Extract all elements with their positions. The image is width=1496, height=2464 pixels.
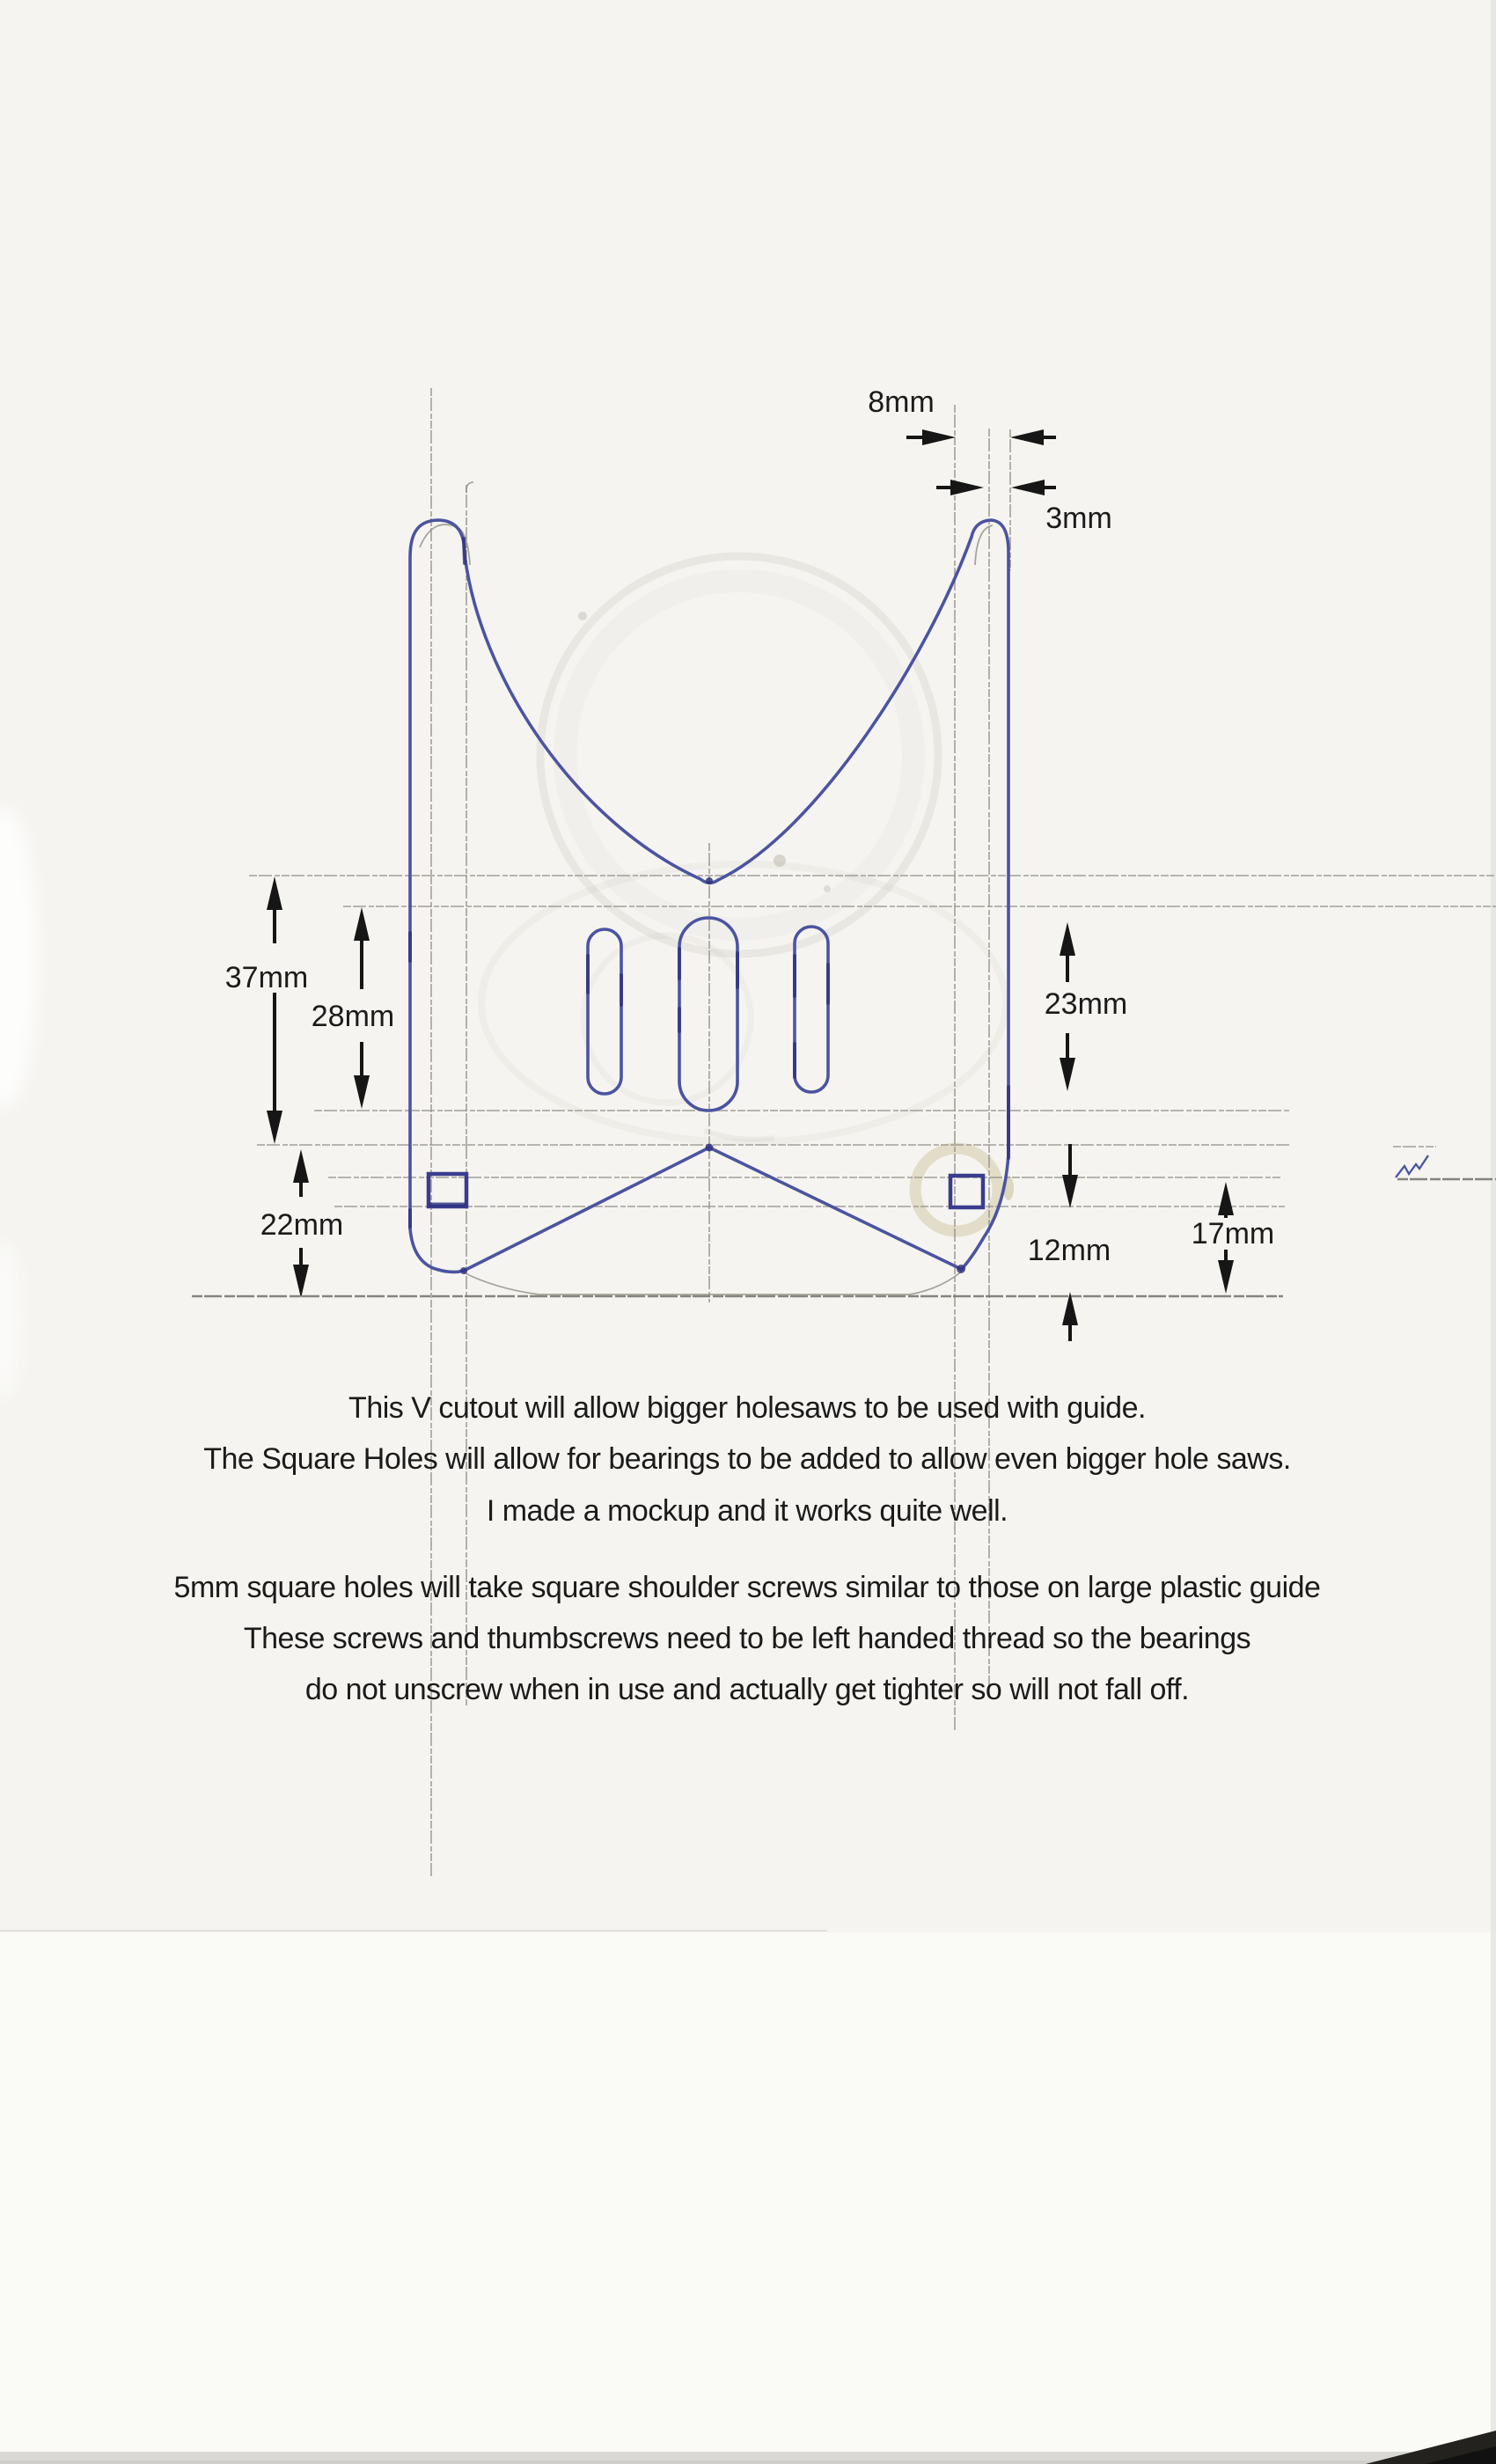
dim-17mm [1192,1182,1274,1294]
paper-lower-region [0,1932,1496,2464]
dim-3mm [936,480,1112,535]
bottom-scan-band-dark [0,2460,1496,2464]
dim-8mm-label: 8mm [868,385,935,419]
slot-right [795,927,828,1092]
dim-17mm-label: 17mm [1191,1217,1275,1250]
smudge-dot [824,885,831,892]
scan-flare [0,808,37,1107]
smudge-dot [578,612,587,620]
right-edge-shadow [1491,0,1496,2464]
dim-23mm-label: 23mm [1044,987,1128,1021]
notes-text [174,1391,1321,1706]
square-hole-left [429,1174,466,1206]
scan-flare-2 [0,1241,23,1399]
note-line-1: This V cutout will allow bigger holesaws to be used with guide. [348,1391,1146,1425]
note-line-4: 5mm square holes will take square shoulder screws similar to those on large plastic guide [173,1571,1321,1604]
bottom-v-cutout [464,1148,961,1271]
ghost-circle-large [540,556,938,954]
bracket-bottom-left-corner [410,1228,464,1272]
dim-37mm [225,876,308,1144]
pencil-hook [466,482,473,493]
note-line-6: do not unscrew when in use and actually get tighter so will not fall off. [304,1673,1190,1706]
dim-12mm-label: 12mm [1027,1234,1111,1267]
dim-3mm-label: 3mm [1045,502,1112,535]
note-line-5: These screws and thumbscrews need to be left handed thread so the bearings [243,1622,1251,1655]
dim-12mm [1028,1144,1111,1341]
pencil-cap-ghost-right [975,525,993,565]
ink-scribble-margin [1396,1155,1428,1177]
ghost-circle-small [583,935,751,1103]
smudge-dot [774,854,786,867]
dim-37mm-label: 37mm [224,961,309,994]
ghost-marks [481,556,1014,1231]
dim-23mm [1045,922,1127,1091]
dim-28mm-label: 28mm [311,1000,395,1033]
stain-ring [915,1148,998,1231]
note-line-2: The Square Holes will allow for bearings to be added to allow even bigger hole saws. [203,1442,1291,1476]
dim-8mm [868,385,1056,445]
dim-28mm [312,907,394,1109]
dim-22mm [260,1149,343,1298]
pencil-bottom-arc [464,1268,965,1294]
dim-22mm-label: 22mm [260,1208,344,1242]
note-line-3: I made a mockup and it works quite well. [486,1494,1008,1528]
